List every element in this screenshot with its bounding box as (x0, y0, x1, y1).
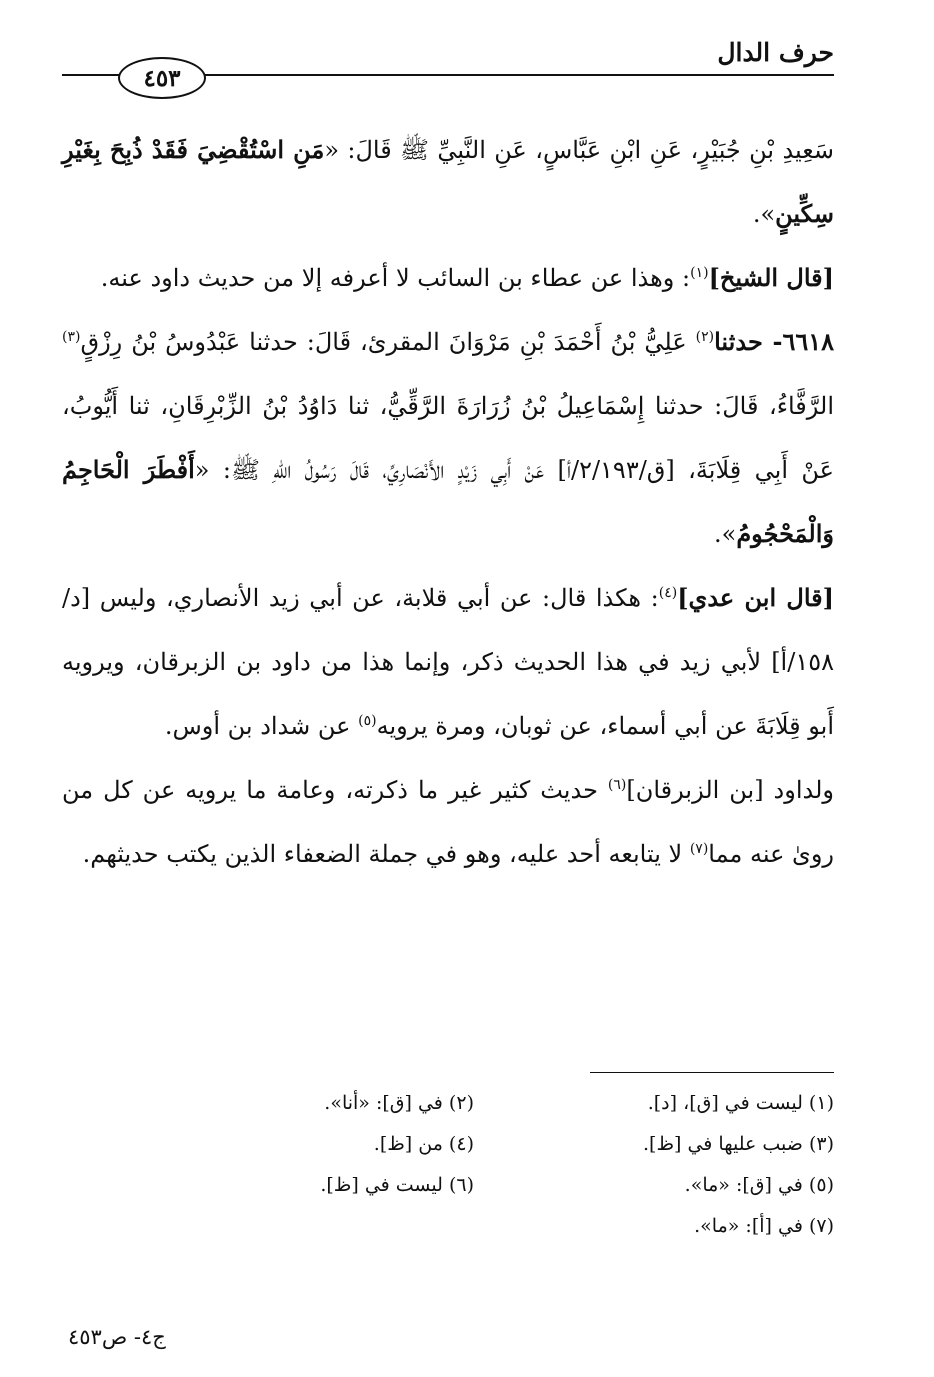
p5-text-a: ولداود [بن الزبرقان] (626, 776, 835, 804)
footnote-row (230, 1164, 834, 1205)
p1-text-a: سَعِيدِ بْنِ جُبَيْرٍ، عَنِ ابْنِ عَبَّاسٍ، عَنِ النَّبِيِّ ﷺ قَالَ: « (324, 136, 834, 164)
footnote-ref-7: (٧) (689, 841, 709, 857)
footnote-2: (٢) في [ق]: «أنا». (324, 1091, 474, 1114)
p3-text-a: عَلِيُّ بْنُ أَحْمَدَ بْنِ مَرْوَانَ المقرئ، قَالَ: حدثنا عَبْدُوسُ بْنُ رِزْقٍ (80, 328, 696, 356)
footnote-6: (٦) ليست في [ظ]. (320, 1173, 474, 1196)
footnote-ref-5: (٥) (358, 713, 377, 729)
p5-text-c: لا يتابعه أحد عليه، وهو في جملة الضعفاء الذين يكتب حديثهم. (82, 840, 690, 868)
paragraph-3 (62, 310, 834, 566)
footnote-3: (٣) ضبب عليها في [ظ]. (643, 1132, 834, 1155)
footnote-row (230, 1123, 834, 1164)
p4-label: [قال ابن عدي] (677, 583, 835, 612)
volume-page-reference: ج٤- ص٤٥٣ (68, 1325, 166, 1349)
p5-text-b: حديث كثير غير ما ذكرته، وعامة ما يرويه عن كل من روىٰ عنه مما (62, 776, 834, 868)
footnote-row (230, 1205, 834, 1246)
running-header-title: حرف الدال (717, 38, 834, 67)
main-text (62, 118, 834, 886)
footnote-5: (٥) في [ق]: «ما». (684, 1173, 834, 1196)
paragraph-4 (62, 566, 834, 758)
footnote-7: (٧) في [أ]: «ما». (694, 1214, 834, 1237)
footnote-ref-3: (٣) (62, 329, 81, 345)
p3-label: حدثنا (714, 327, 763, 356)
footnote-ref-2: (٢) (695, 329, 715, 345)
p4-text-a: : هكذا قال: عن أبي قلابة، عن أبي زيد الأنصاري، وليس [د/١٥٨/أ] لأبي زيد في هذا الحديث ذكر، وإنما هذا من داود بن الزبرقان، ويرويه أَبو قِلَابَةَ عن أبي أسماء، عن ثوبان، ومرة يرويه (62, 584, 834, 740)
footnote-ref-4: (٤) (658, 585, 678, 601)
footnote-ref-6: (٦) (607, 777, 627, 793)
hadith-number: ٦٦١٨- (762, 327, 834, 356)
paragraph-5 (62, 758, 834, 886)
page-number: ٤٥٣ (143, 64, 181, 92)
p3-hadith: أَفْطَرَ الْحَاجِمُ وَالْمَحْجُومُ (62, 455, 834, 548)
page-number-badge (118, 57, 206, 99)
footnote-row (230, 1082, 834, 1123)
p1-text-c: ». (752, 200, 776, 228)
footnote-1: (١) ليست في [ق]، [د]. (647, 1091, 834, 1114)
p2-text: : وهذا عن عطاء بن السائب لا أعرفه إلا من حديث داود عنه. (100, 264, 691, 292)
p4-text-b: عن شداد بن أوس. (164, 712, 359, 740)
p2-label: [قال الشيخ] (708, 263, 834, 292)
footnotes (230, 1082, 834, 1246)
footnote-rule (590, 1072, 834, 1073)
paragraph-1 (62, 118, 834, 246)
paragraph-2 (62, 246, 834, 310)
p1-hadith: مَنِ اسْتُقْضِيَ فَقَدْ ذُبِحَ بِغَيْرِ سِكِّينٍ (62, 135, 834, 228)
footnote-4: (٤) من [ظ]. (373, 1132, 474, 1155)
p3-text-c: ». (714, 520, 737, 548)
footnote-ref-1: (١) (690, 265, 709, 281)
p3-text-b: الرَّفَّاءُ، قَالَ: حدثنا إِسْمَاعِيلُ بْنُ زُرَارَةَ الرَّقِّيُّ، ثنا دَاوُدُ بْنُ الزِّبْرِقَانِ، ثنا أَيُّوبُ، عَنْ أَبِي قِلَابَةَ، [ق/٢/١٩٣/أ] عَنْ أَبِي زَيْدٍ الأَنْصَارِيِّ، قَالَ رَسُولُ اللهِ ﷺ: « (62, 392, 834, 484)
